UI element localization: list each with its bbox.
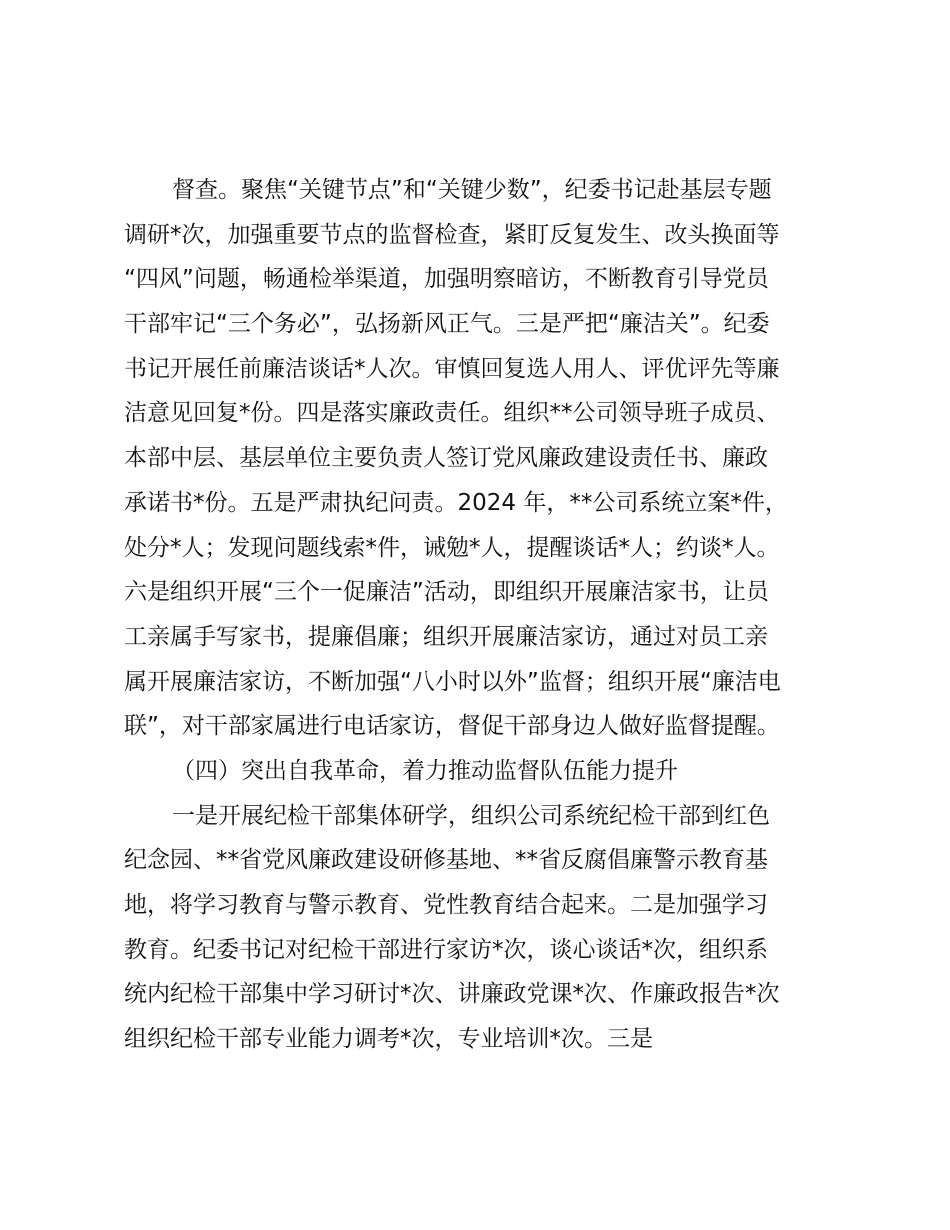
text-line: 洁意见回复*份。四是落实廉政责任。组织**公司领导班子成员、	[124, 400, 780, 427]
text-line: 承诺书*份。五是严肃执纪问责。2024 年，**公司系统立案*件，	[124, 489, 788, 516]
text-line: 六是组织开展“三个一促廉洁”活动，即组织开展廉洁家书，让员	[124, 579, 769, 606]
text-line: 本部中层、基层单位主要负责人签订党风廉政建设责任书、廉政	[124, 445, 768, 472]
text-line: 督查。聚焦“关键节点”和“关键少数”，纪委书记赴基层专题	[172, 177, 772, 203]
text-line: 一是开展纪检干部集体研学，组织公司系统纪检干部到红色	[172, 802, 770, 829]
body-text	[124, 168, 834, 1062]
text-line: 属开展廉洁家访，不断加强“八小时以外”监督；组织开展“廉洁电	[124, 668, 781, 695]
text-line: 统内纪检干部集中学习研讨*次、讲廉政党课*次、作廉政报告*次	[124, 981, 780, 1008]
text-line: 联”，对干部家属进行电话家访，督促干部身边人做好监督提醒。	[124, 713, 780, 740]
text-line: “四风”问题，畅通检举渠道，加强明察暗访，不断教育引导党员	[124, 266, 769, 293]
text-line: 工亲属手写家书，提廉倡廉；组织开展廉洁家访，通过对员工亲	[124, 623, 768, 650]
text-line: 调研*次，加强重要节点的监督检查，紧盯反复发生、改头换面等	[124, 221, 780, 248]
text-line: 处分*人；发现问题线索*件，诫勉*人，提醒谈话*人；约谈*人。	[124, 534, 780, 561]
text-line: 组织纪检干部专业能力调考*次，专业培训*次。三是	[124, 1026, 653, 1053]
text-line: 纪念园、**省党风廉政建设研修基地、**省反腐倡廉警示教育基	[124, 847, 768, 874]
text-line: 地，将学习教育与警示教育、党性教育结合起来。二是加强学习	[124, 892, 768, 918]
section-heading: （四）突出自我革命，着力推动监督队伍能力提升	[172, 757, 678, 784]
text-line: 干部牢记“三个务必”，弘扬新风正气。三是严把“廉洁关”。纪委	[124, 311, 770, 338]
text-line: 教育。纪委书记对纪检干部进行家访*次，谈心谈话*次，组织系	[124, 936, 768, 963]
text-line: 书记开展任前廉洁谈话*人次。审慎回复选人用人、评优评先等廉	[124, 355, 780, 382]
